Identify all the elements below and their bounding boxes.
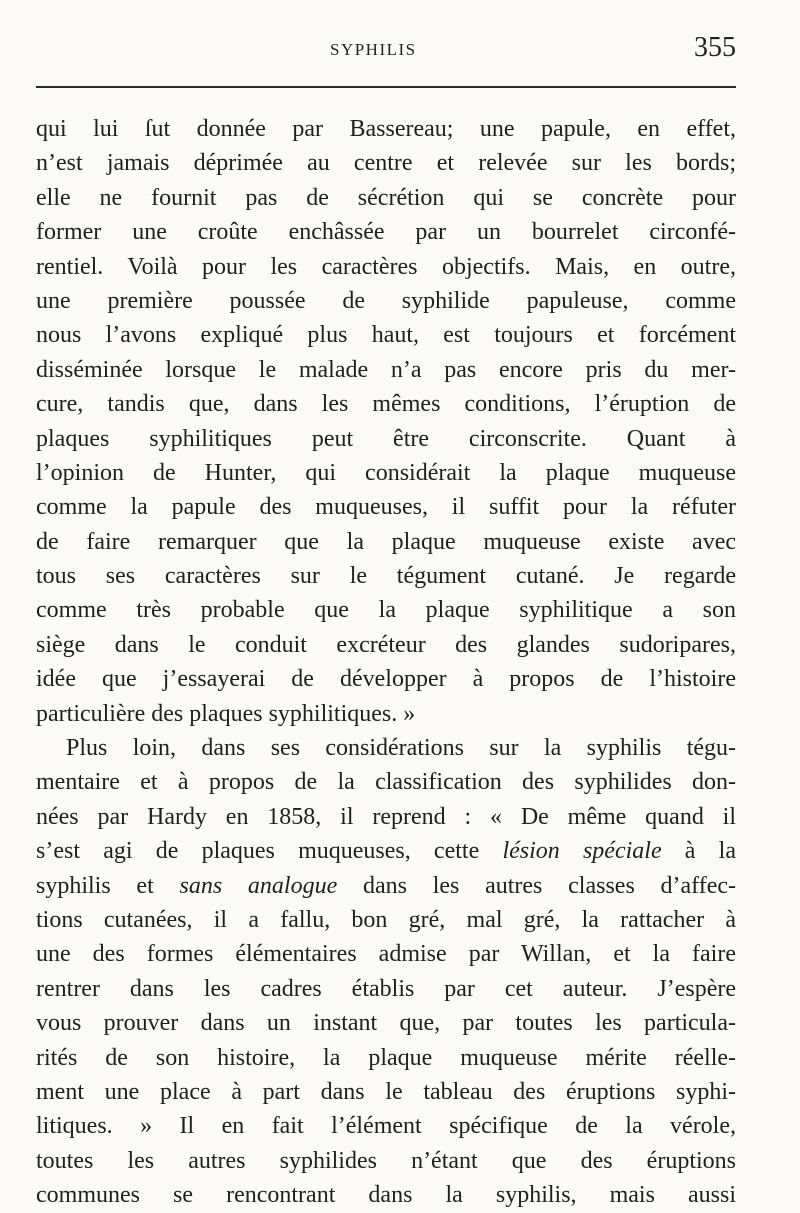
text-segment: à la bbox=[661, 838, 736, 865]
text-line: cure, tandis que, dans les mêmes conditions, l’éruption de bbox=[36, 391, 736, 418]
header-rule bbox=[36, 86, 736, 88]
text-line: qui lui ſut donnée par Bassereau; une papule, en effet, bbox=[36, 116, 736, 142]
text-line-with-emphasis bbox=[36, 869, 736, 903]
text-line-with-emphasis bbox=[36, 834, 736, 868]
text-line: rentiel. Voilà pour les caractères objectifs. Mais, en outre, bbox=[36, 253, 736, 280]
text-line: ment une place à part dans le tableau des éruptions syphi- bbox=[36, 1078, 736, 1105]
text-line: rités de son histoire, la plaque muqueuse mérite réelle- bbox=[36, 1044, 736, 1071]
text-line: nées par Hardy en 1858, il reprend : « De même quand il bbox=[36, 803, 736, 830]
text-line: plaques syphilitiques peut être circonscrite. Quant à bbox=[36, 425, 736, 452]
text-line: rentrer dans les cadres établis par cet auteur. J’espère bbox=[36, 975, 736, 1002]
text-line-paragraph-start: Plus loin, dans ses considérations sur la syphilis tégu- bbox=[66, 735, 736, 762]
italic-phrase: lésion spéciale bbox=[502, 838, 662, 865]
text-line: n’est jamais déprimée au centre et relevée sur les bords; bbox=[36, 150, 736, 177]
text-line: toutes les autres syphilides n’étant que des éruptions bbox=[36, 1147, 736, 1174]
body-text bbox=[36, 112, 736, 1213]
text-segment: s’est agi de plaques muqueuses, cette bbox=[36, 838, 503, 865]
text-line: une première poussée de syphilide papuleuse, comme bbox=[36, 287, 736, 314]
text-line: tions cutanées, il a fallu, bon gré, mal gré, la rattacher à bbox=[36, 906, 736, 933]
text-line: tous ses caractères sur le tégument cutané. Je regarde bbox=[36, 563, 736, 590]
text-segment: dans les autres classes d’affec- bbox=[337, 872, 736, 899]
text-segment: syphilis et bbox=[36, 872, 180, 899]
text-line: disséminée lorsque le malade n’a pas encore pris du mer- bbox=[36, 356, 736, 383]
running-title: SYPHILIS bbox=[330, 40, 417, 59]
text-line: vous prouver dans un instant que, par toutes les particula- bbox=[36, 1010, 736, 1037]
text-line: une des formes élémentaires admise par Willan, et la faire bbox=[36, 941, 736, 968]
text-line: l’opinion de Hunter, qui considérait la plaque muqueuse bbox=[36, 459, 736, 486]
text-line-paragraph-end: particulière des plaques syphilitiques. » bbox=[36, 700, 416, 727]
text-line: litiques. » Il en fait l’élément spécifique de la vérole, bbox=[36, 1113, 736, 1140]
text-line: former une croûte enchâssée par un bourrelet circonfé- bbox=[36, 219, 736, 246]
page-number: 355 bbox=[694, 32, 736, 63]
text-line: communes se rencontrant dans la syphilis, mais aussi bbox=[36, 1182, 736, 1209]
text-line: siège dans le conduit excréteur des glandes sudoripares, bbox=[36, 631, 736, 658]
page-header bbox=[36, 32, 736, 72]
text-line: mentaire et à propos de la classification des syphilides don- bbox=[36, 769, 736, 796]
text-line: elle ne fournit pas de sécrétion qui se concrète pour bbox=[36, 184, 736, 211]
text-line: comme la papule des muqueuses, il suffit pour la réfuter bbox=[36, 494, 736, 521]
text-line: idée que j’essayerai de développer à propos de l’histoire bbox=[36, 666, 736, 693]
text-line: de faire remarquer que la plaque muqueuse existe avec bbox=[36, 528, 736, 555]
text-line: nous l’avons expliqué plus haut, est toujours et forcément bbox=[36, 322, 736, 349]
text-line: comme très probable que la plaque syphilitique a son bbox=[36, 597, 736, 624]
italic-phrase: sans analogue bbox=[179, 872, 338, 899]
